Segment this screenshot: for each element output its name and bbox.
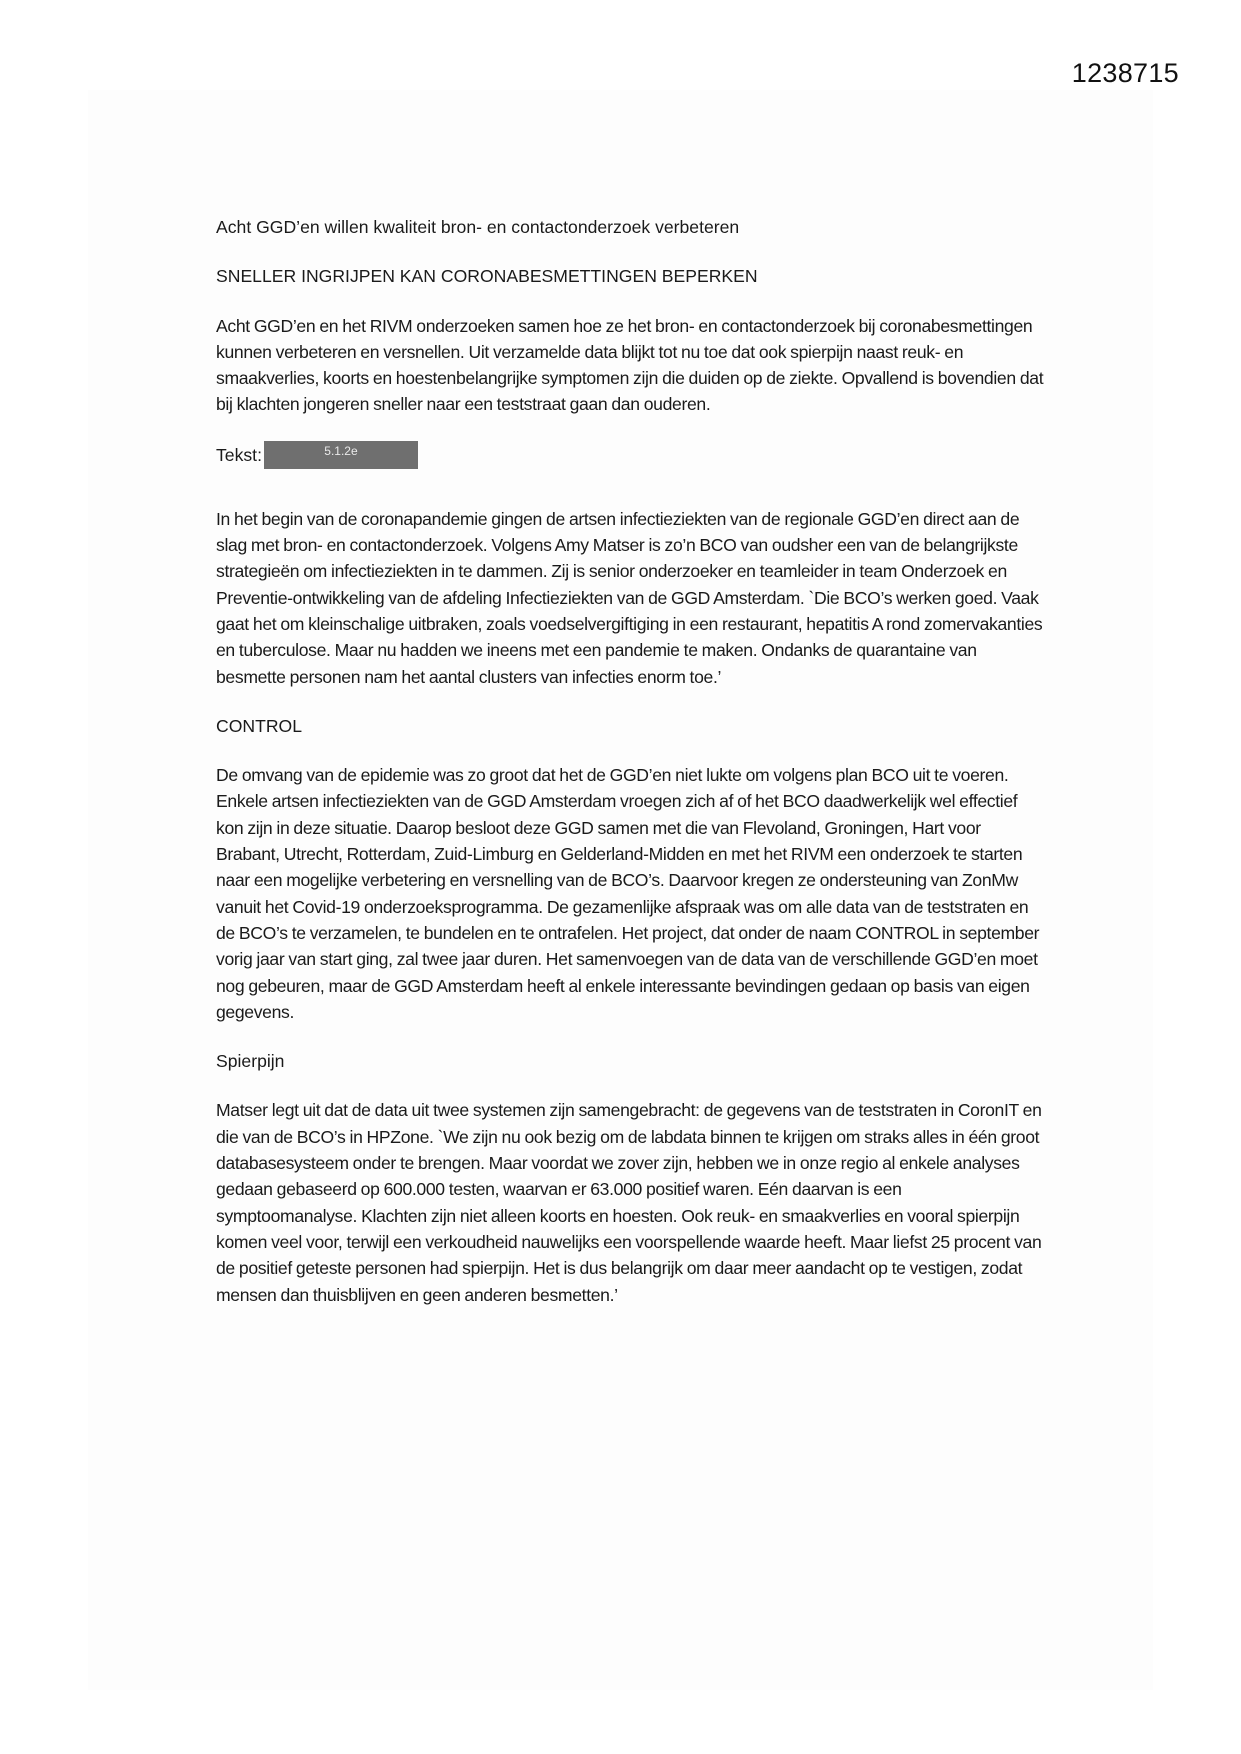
document-body — [216, 214, 1046, 1331]
section-heading-spierpijn: Spierpijn — [216, 1051, 285, 1072]
redaction-box — [264, 441, 418, 469]
article-title: Acht GGD’en willen kwaliteit bron- en contactonderzoek verbeteren — [216, 217, 740, 237]
document-number: 1238715 — [1071, 58, 1179, 88]
redaction-code: 5.1.2e — [324, 443, 358, 458]
intro-paragraph: Acht GGD’en en het RIVM onderzoeken samen hoe ze het bron- en contactonderzoek bij coronabesmettingen kunnen verbeteren en versnellen. Uit verzamelde data blijkt tot nu toe dat ook spierpijn naast reuk- en smaakverlies, koorts en hoestenbelangrijke symptomen zijn die duiden op de ziekte. Opvallend is bovendien dat bij klachten jongeren sneller naar een teststraat gaan dan ouderen. — [216, 315, 1044, 415]
body-paragraph-1: In het begin van de coronapandemie gingen de artsen infectieziekten van de regionale GGD’en direct aan de slag met bron- en contactonderzoek. Volgens Amy Matser is zo’n BCO van oudsher een van de belangrijkste strategieën om infectieziekten in te dammen. Zij is senior onderzoeker en teamleider in team Onderzoek en Preventie-ontwikkeling van de afdeling Infectieziekten van de GGD Amsterdam. `Die BCO’s werken goed. Vaak gaat het om kleinschalige uitbraken, zoals voedselvergiftiging in een restaurant, hepatitis A rond zomervakanties en tuberculose. Maar nu hadden we ineens met een pandemie te maken. Ondanks de quarantaine van besmette personen nam het aantal clusters van infecties enorm toe.’ — [216, 508, 1043, 687]
tekst-label: Tekst: — [216, 444, 262, 465]
tekst-credit-row — [216, 441, 1046, 469]
body-paragraph-2: De omvang van de epidemie was zo groot dat het de GGD’en niet lukte om volgens plan BCO uit te voeren. Enkele artsen infectieziekten van de GGD Amsterdam vroegen zich af of het BCO daadwerkelijk wel effectief kon zijn in deze situatie. Daarop besloot deze GGD samen met die van Flevoland, Groningen, Hart voor Brabant, Utrecht, Rotterdam, Zuid-Limburg en Gelderland-Midden en met het RIVM een onderzoek te starten naar een mogelijke verbetering en versnelling van de BCO’s. Daarvoor kregen ze ondersteuning van ZonMw vanuit het Covid-19 onderzoeksprogramma. De gezamenlijke afspraak was om alle data van de teststraten en de BCO’s te verzamelen, te bundelen en te ontrafelen. Het project, dat onder de naam CONTROL in september vorig jaar van start ging, zal twee jaar duren. Het samenvoegen van de data van de verschillende GGD’en moet nog gebeuren, maar de GGD Amsterdam heeft al enkele interessante bevindingen gedaan op basis van eigen gegevens. — [216, 765, 1040, 1022]
body-paragraph-3: Matser legt uit dat de data uit twee systemen zijn samengebracht: de gegevens van de teststraten in CoronIT en die van de BCO’s in HPZone. `We zijn nu ook bezig om de labdata binnen te krijgen om straks alles in één groot databasesysteem onder te brengen. Maar voordat we zover zijn, hebben we in onze regio al enkele analyses gedaan gebaseerd op 600.000 testen, waarvan er 63.000 positief waren. Eén daarvan is een symptoomanalyse. Klachten zijn niet alleen koorts en hoesten. Ook reuk- en smaakverlies en vooral spierpijn komen veel voor, terwijl een verkoudheid nauwelijks een voorspellende waarde heeft. Maar liefst 25 procent van de positief geteste personen had spierpijn. Het is dus belangrijk om daar meer aandacht op te vestigen, zodat mensen dan thuisblijven en geen anderen besmetten.’ — [216, 1100, 1042, 1305]
article-subtitle: SNELLER INGRIJPEN KAN CORONABESMETTINGEN BEPERKEN — [216, 266, 758, 287]
section-heading-control: CONTROL — [216, 715, 303, 736]
